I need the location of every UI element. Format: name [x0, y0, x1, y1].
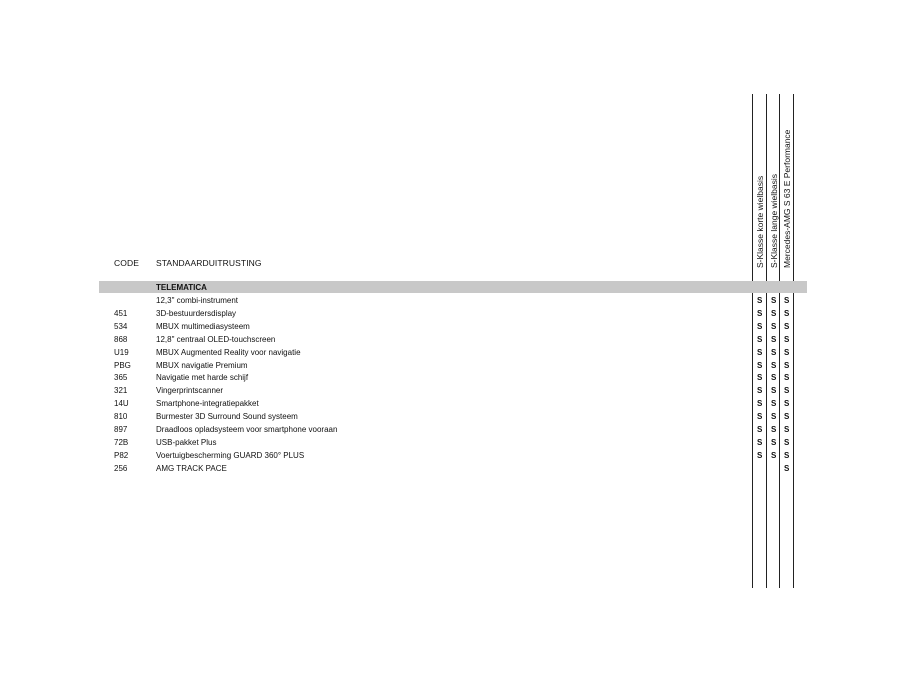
option-code: 451 [114, 308, 128, 318]
standard-mark: S [784, 437, 790, 447]
standard-mark: S [771, 450, 777, 460]
option-code: 14U [114, 399, 129, 409]
standard-mark: S [784, 347, 790, 357]
standard-mark: S [784, 296, 790, 305]
standard-mark: S [771, 334, 777, 344]
option-description: MBUX Augmented Reality voor navigatie [156, 347, 301, 357]
option-description: Navigatie met harde schijf [156, 373, 249, 383]
standard-mark: S [757, 373, 763, 383]
standard-mark: S [771, 360, 777, 370]
table-row [0, 371, 906, 384]
standard-mark: S [784, 308, 790, 318]
standard-mark: S [757, 412, 763, 422]
standard-mark: S [784, 373, 790, 383]
standard-mark: S [771, 347, 777, 357]
table-row [0, 359, 906, 372]
standard-mark: S [784, 386, 790, 396]
option-code: P82 [114, 450, 129, 460]
standard-mark: S [784, 399, 790, 409]
option-code: 365 [114, 373, 128, 383]
standard-mark: S [771, 386, 777, 396]
option-code: PBG [114, 360, 131, 370]
standard-mark: S [771, 373, 777, 383]
standard-mark: S [784, 463, 790, 473]
standard-mark: S [757, 347, 763, 357]
table-row [0, 294, 906, 307]
standard-mark: S [771, 425, 777, 434]
option-description: 3D-bestuurdersdisplay [156, 308, 237, 318]
standard-mark: S [757, 360, 763, 370]
option-description: AMG TRACK PACE [156, 463, 227, 473]
standard-mark: S [757, 386, 763, 396]
option-description: Burmester 3D Surround Sound systeem [156, 412, 298, 422]
table-row [0, 449, 906, 462]
option-code: 321 [114, 386, 128, 396]
standard-mark: S [784, 334, 790, 344]
standard-mark: S [784, 425, 790, 434]
standard-mark: S [757, 334, 763, 344]
section-title: TELEMATICA [156, 283, 207, 292]
table-row [0, 397, 906, 410]
option-description: Voertuigbescherming GUARD 360° PLUS [156, 450, 305, 460]
model-column-header-short: S-Klasse korte wielbasis [755, 175, 765, 268]
option-code: 868 [114, 334, 128, 344]
model-column-header-amg: Mercedes-AMG S 63 E Performance [782, 129, 792, 268]
standard-mark: S [771, 321, 777, 331]
table-row [0, 333, 906, 346]
option-description: USB-pakket Plus [156, 437, 217, 447]
option-code: 810 [114, 412, 128, 422]
option-code: 256 [114, 463, 128, 473]
option-code: 897 [114, 425, 128, 434]
standard-mark: S [757, 450, 763, 460]
standard-mark: S [757, 425, 763, 434]
code-column-header: CODE [114, 258, 139, 268]
option-code: U19 [114, 347, 129, 357]
standard-mark: S [784, 321, 790, 331]
table-row [0, 384, 906, 397]
model-column-header-long: S-Klasse lange wielbasis [769, 173, 779, 268]
option-description: Draadloos opladsysteem voor smartphone vooraan [156, 425, 338, 434]
standard-mark: S [771, 296, 777, 305]
standard-mark: S [757, 399, 763, 409]
standard-mark: S [784, 450, 790, 460]
option-code: 72B [114, 437, 129, 447]
standard-mark: S [771, 399, 777, 409]
standard-mark: S [784, 360, 790, 370]
option-description: MBUX multimediasysteem [156, 321, 250, 331]
table-row [0, 307, 906, 320]
standard-mark: S [757, 308, 763, 318]
standard-mark: S [757, 296, 763, 305]
table-row [0, 436, 906, 449]
standard-mark: S [771, 308, 777, 318]
equipment-column-header: STANDAARDUITRUSTING [156, 258, 262, 268]
standard-mark: S [771, 412, 777, 422]
option-code: 534 [114, 321, 128, 331]
standard-mark: S [784, 412, 790, 422]
option-description: Vingerprintscanner [156, 386, 224, 396]
option-description: 12,3" combi-instrument [156, 296, 238, 305]
standard-mark: S [757, 437, 763, 447]
table-row [0, 410, 906, 423]
option-description: 12,8" centraal OLED-touchscreen [156, 334, 276, 344]
table-row [0, 346, 906, 359]
table-row [0, 423, 906, 436]
option-description: Smartphone-integratiepakket [156, 399, 259, 409]
standard-mark: S [757, 321, 763, 331]
table-row [0, 320, 906, 333]
table-row [0, 462, 906, 475]
option-description: MBUX navigatie Premium [156, 360, 248, 370]
standard-mark: S [771, 437, 777, 447]
